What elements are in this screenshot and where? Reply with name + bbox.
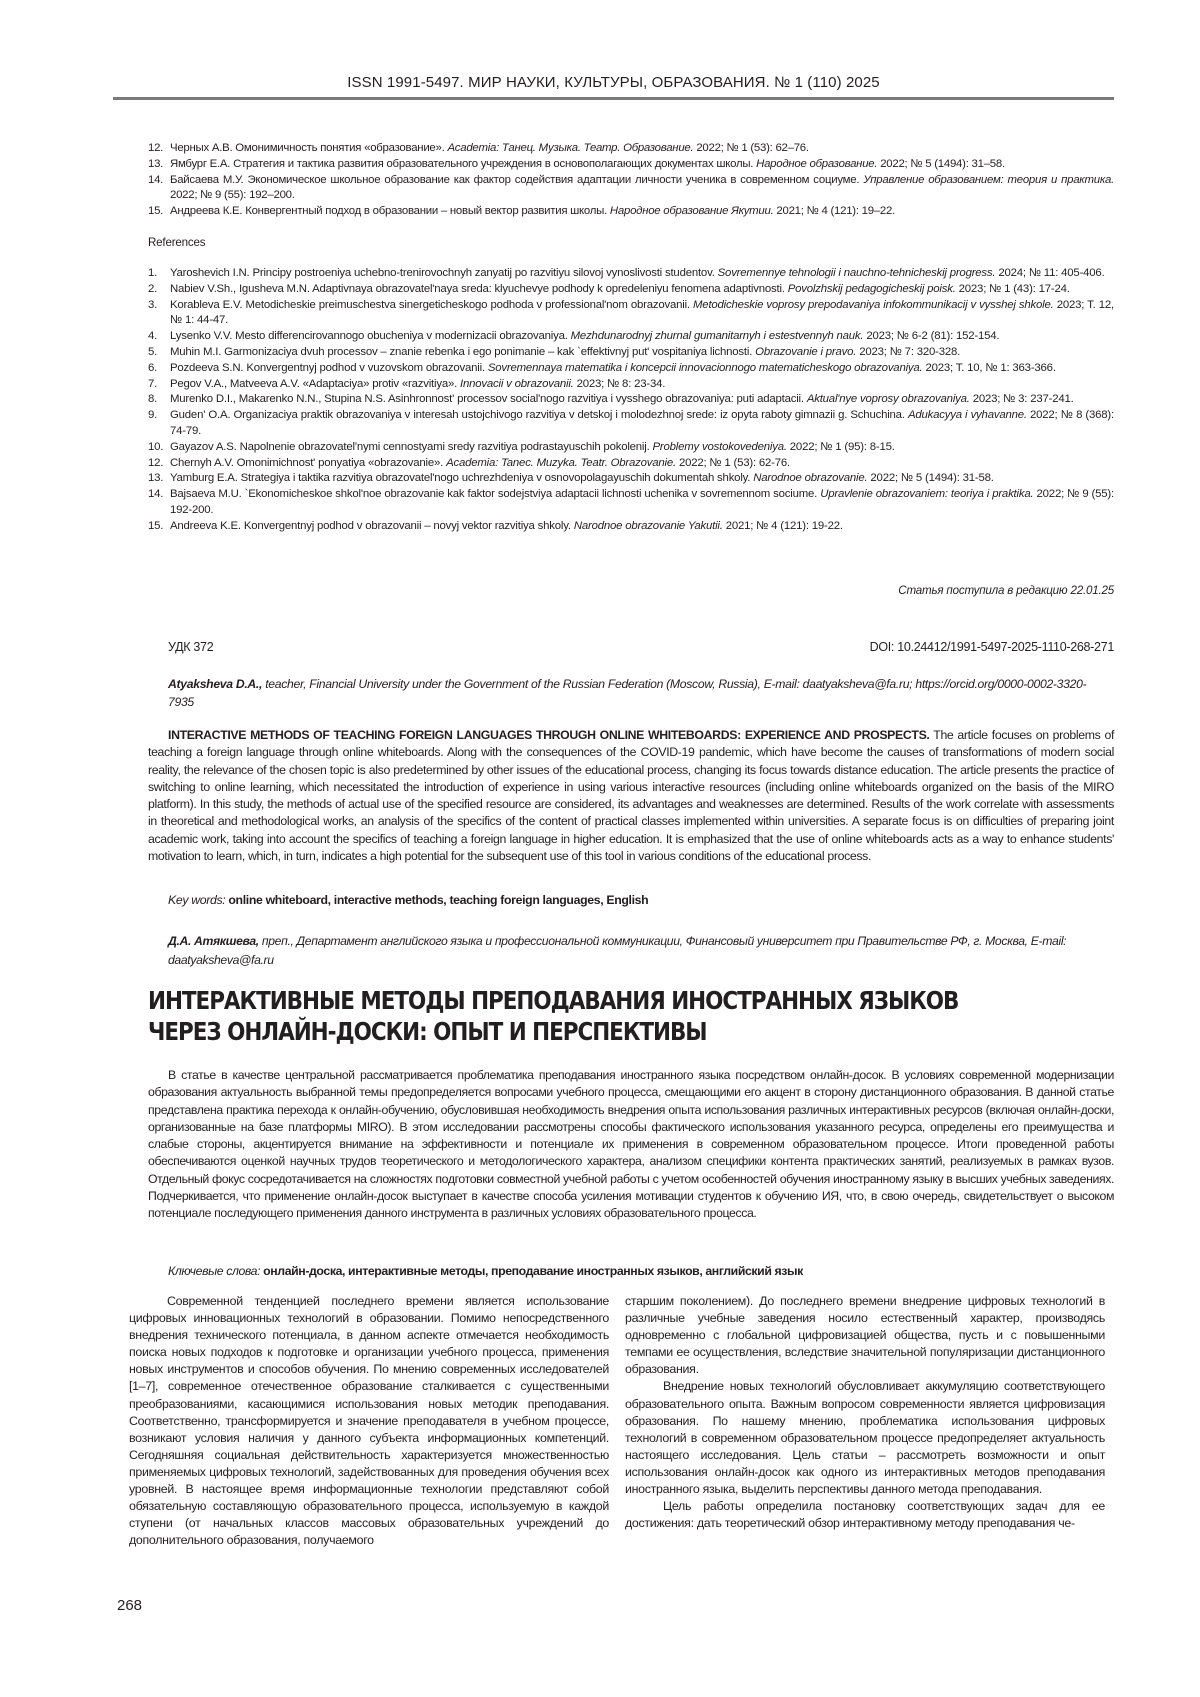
author-name-ru: Д.А. Атякшева, <box>168 934 259 948</box>
title-line-1: ИНТЕРАКТИВНЫЕ МЕТОДЫ ПРЕПОДАВАНИЯ ИНОСТРАННЫХ ЯЗЫКОВ <box>148 986 959 1015</box>
body-column-right <box>625 1293 1105 1532</box>
article-title-en: INTERACTIVE METHODS OF TEACHING FOREIGN LANGUAGES THROUGH ONLINE WHITEBOARDS: EXPERIENCE AND PROSPECTS. <box>168 728 930 742</box>
abstract-en-text: The article focuses on problems of teaching a foreign language through online whiteboards. Along with the consequences of the COVID-19 pandemic, which have become the causes of transformations of modern social reality, the relevance of the chosen topic is also predetermined by other issues of the educational process, changing its focus towards distance education. The article presents the practice of switching to online learning, which necessitated the introduction of experience in using various interactive resources (including online whiteboards organized on the basis of the MIRO platform). In this study, the methods of actual use of the specified resource are considered, its advantages and weaknesses are determined. Results of the work correlate with assessments in theoretical and methodological works, an analysis of the specifics of the content of practical classes implemented within universities. A separate focus is on difficulties of preparing joint academic work, taking into account the specifics of teaching a foreign language in higher education. It is emphasized that the use of online whiteboards acts as a way to enhance students' motivation to learn, which, in turn, indicates a high potential for the subsequent use of this tool in various conditions of the educational process. <box>148 728 1115 864</box>
body-paragraph: Внедрение новых технологий обусловливает аккумуляцию соответствующего образовательного опыта. Важным вопросом современности является цифровизация образования. По нашему мнению, проблематика использования цифровых технологий в современном образовательном процессе предопределяет актуальность настоящего исследования. Цель статьи – рассмотреть возможности и опыт использования онлайн-досок как одного из интерактивных методов преподавания иностранного языка, выделить перспективы данного метода преподавания. <box>625 1379 1105 1497</box>
reference-item: 3. Korableva E.V. Metodicheskie preimuschestva sinergeticheskogo podhoda v professional'nom obrazovanii. Metodicheskie voprosy prepodavaniya infokommunikacij v vysshej shkole. 2023; T. 12, № 1: 44-47. <box>148 298 1114 327</box>
body-paragraph: Современной тенденцией последнего времени является использование цифровых инновационных технологий в образовании. Помимо непосредственного внедрения технического потенциала, в данном аспекте отмечается необходимость поиска новых подходов к подготовке и организации учебного процесса, применения новых инструментов и способов обучения. По мнению современных исследователей [1–7], современное отечественное образование сталкивается с существенными преобразованиями, касающимися использования новых методик преподавания. Соответственно, трансформируется и значение преподавателя в учебном процессе, возникают условия наличия у данного субъекта информационных компетенций. Сегодняшняя социальная действительность характеризуется множественностью применяемых цифровых технологий, задействованных для проведения обучения всех уровней. В настоящее время информационные технологии представляют собой обязательную составляющую образовательного процесса, используемую в каждой ступени (от начальных классов массовых образовательных учреждений до дополнительного образования, получаемого <box>129 1294 609 1548</box>
reference-item: 2. Nabiev V.Sh., Igusheva M.N. Adaptivnaya obrazovatel'naya sreda: klyuchevye podhody k opredeleniyu fenomena adaptivnosti. Povolzhskij pedagogicheskij poisk. 2023; № 1 (43): 17-24. <box>148 282 1070 295</box>
keywords-label: Key words: <box>168 893 226 907</box>
title-line-2: ЧЕРЕЗ ОНЛАЙН-ДОСКИ: ОПЫТ И ПЕРСПЕКТИВЫ <box>148 1017 707 1046</box>
reference-item: 14. Байсаева М.У. Экономическое школьное образование как фактор содействия адаптации личности ученика в современном социуме. Управление образованием: теория и практика. 2022; № 9 (55): 192–200. <box>148 173 1114 202</box>
reference-item: 14. Bajsaeva M.U. `Ekonomicheskoe shkol'noe obrazovanie kak faktor sodejstviya adaptacii lichnosti uchenika v sovremennom sociume. Upravlenie obrazovaniem: teoriya i praktika. 2022; № 9 (55): 192-200. <box>148 488 1114 516</box>
author-info-en <box>168 675 1098 711</box>
keywords-label: Ключевые слова: <box>168 1264 261 1278</box>
received-date-note: Статья поступила в редакцию 22.01.25 <box>898 584 1114 597</box>
reference-item: 6. Pozdeeva S.N. Konvergentnyj podhod v vuzovskom obrazovanii. Sovremennaya matematika i koncepcii innovacionnogo matematicheskogo obrazovaniya. 2023; T. 10, № 1: 363-366. <box>148 361 1056 374</box>
running-header: ISSN 1991-5497. МИР НАУКИ, КУЛЬТУРЫ, ОБРАЗОВАНИЯ. № 1 (110) 2025 <box>347 74 880 91</box>
author-affiliation-en: teacher, Financial University under the Government of the Russian Federation (Moscow, Russia), E-mail: daatyaksheva@fa.ru; https://orcid.org/0000-0002-3320-7935 <box>168 677 1087 709</box>
reference-item: 12. Chernyh A.V. Omonimichnost' ponyatiya «obrazovanie». Academia: Tanec. Muzyka. Teatr. Obrazovanie. 2022; № 1 (53): 62-76. <box>148 456 790 469</box>
author-name-en: Atyaksheva D.A., <box>168 677 263 691</box>
page-number: 268 <box>117 1597 143 1614</box>
reference-item: 13. Ямбург Е.А. Стратегия и тактика развития образовательного учреждения в основополагающих документах школы. Народное образование. 2022; № 5 (1494): 31–58. <box>148 157 1005 170</box>
reference-item: 8. Murenko D.I., Makarenko N.N., Stupina N.S. Asinhronnost' processov social'nogo razvitiya i vysshego obrazovaniya: puti adaptacii. Aktual'nye voprosy obrazovaniya. 2023; № 3: 237-241. <box>148 393 1074 406</box>
references-heading: References <box>148 236 206 249</box>
reference-item: 7. Pegov V.A., Matveeva A.V. «Adaptaciya» protiv «razvitiya». Innovacii v obrazovanii. 2023; № 8: 23-34. <box>148 377 666 390</box>
reference-item: 5. Muhin M.I. Garmonizaciya dvuh processov – znanie rebenka i ego ponimanie – kak `effektivnyj put' vospitaniya lichnosti. Obrazovanie i pravo. 2023; № 7: 320-328. <box>148 345 961 358</box>
udk-code: УДК 372 <box>168 640 214 654</box>
keywords-values: online whiteboard, interactive methods, teaching foreign languages, English <box>225 893 649 907</box>
reference-list-en <box>148 266 1114 535</box>
header-rule <box>113 97 1114 100</box>
doi: DOI: 10.24412/1991-5497-2025-1110-268-271 <box>869 640 1114 654</box>
reference-item: 9. Guden' O.A. Organizaciya praktik obrazovaniya v interesah ustojchivogo razvitiya v detskoj i molodezhnoj srede: iz opyta raboty gimnazii g. Schuchina. Adukacyya i vyhavanne. 2022; № 8 (368): 74-79. <box>148 409 1114 437</box>
reference-item: 13. Yamburg E.A. Strategiya i taktika razvitiya obrazovatel'nogo uchrezhdeniya v osnovopolagayuschih dokumentah shkoly. Narodnoe obrazovanie. 2022; № 5 (1494): 31-58. <box>148 472 994 485</box>
body-paragraph: старшим поколением). До последнего времени внедрение цифровых технологий в различные учебные заведения носило естественный характер, производясь одновременно с глобальной цифровизацией общества, пусть и с повышенными темпами ее осуществления, вследствие значительной популяризации дистанционного образования. <box>625 1294 1105 1377</box>
body-paragraph: Цель работы определила постановку соответствующих задач для ее достижения: дать теоретический обзор интерактивному методу преподавания че- <box>625 1499 1105 1531</box>
body-column-left <box>129 1293 609 1549</box>
reference-item: 4. Lysenko V.V. Mesto differencirovannogo obucheniya v modernizacii obrazovaniya. Mezhdunarodnyj zhurnal gumanitarnyh i estestvennyh nauk. 2023; № 6-2 (81): 152-154. <box>148 330 1000 343</box>
reference-item: 15. Andreeva K.E. Konvergentnyj podhod v obrazovanii – novyj vektor razvitiya shkoly. Narodnoe obrazovanie Yakutii. 2021; № 4 (121): 19-22. <box>148 519 843 532</box>
abstract-ru: В статье в качестве центральной рассматривается проблематика преподавания иностранного языка посредством онлайн-досок. В условиях современной модернизации образования актуальность выбранной темы предопределяется вопросами учебного процесса, смещающими его акцент в сторону дистанционного образования. В данной статье представлена практика перехода к онлайн-обучению, обусловившая необходимость внедрения опыта использования различных интерактивных ресурсов (включая онлайн-доски, организованные на базе платформы MIRO). В этом исследовании рассмотрены способы фактического использования указанного ресурса, определены его преимущества и слабые стороны, акцентируется внимание на эффективности и потенциале их применения в современном образовательном процессе. Итоги проведенной работы обеспечиваются оценкой научных трудов теоретического и методологического характера, анализом специфики контента практических занятий, реализуемых в рамках вузов. Отдельный фокус сосредотачивается на сложностях подготовки совместной учебной работы с учетом особенностей обучения иностранному языку в высших учебных заведениях. Подчеркивается, что применение онлайн-досок выступает в качестве способа усиления мотивации студентов к обучению ИЯ, что, в свою очередь, свидетельствует о высоком потенциале последующего применения данного инструмента в различных условиях образовательного процесса. <box>148 1068 1114 1221</box>
keywords-ru <box>168 1264 803 1278</box>
reference-item: 1. Yaroshevich I.N. Principy postroeniya uchebno-trenirovochnyh zanyatij po razvitiyu silovoj vynoslivosti studentov. Sovremennye tehnologii i nauchno-tehnicheskij progress. 2024; № 11: 405-406. <box>148 267 1105 279</box>
reference-list-ru <box>148 141 1114 220</box>
article-title-ru <box>148 985 974 1047</box>
abstract-en <box>148 727 1114 865</box>
keywords-values: онлайн-доска, интерактивные методы, преподавание иностранных языков, английский язык <box>260 1264 803 1278</box>
keywords-en <box>168 893 648 907</box>
author-info-ru <box>168 932 1108 970</box>
reference-item: 10. Gayazov A.S. Napolnenie obrazovatel'nymi cennostyami sredy razvitiya podrastayuschih pokolenij. Problemy vostokovedeniya. 2022; № 1 (95): 8-15. <box>148 440 895 453</box>
reference-item: 15. Андреева К.Е. Конвергентный подход в образовании – новый вектор развития школы. Народное образование Якутии. 2021; № 4 (121): 19–22. <box>148 205 895 218</box>
author-affiliation-ru: преп., Департамент английского языка и профессиональной коммуникации, Финансовый университет при Правительстве РФ, г. Москва, E-mail: daatyaksheva@fa.ru <box>168 934 1067 967</box>
reference-item: 12. Черных А.В. Омонимичность понятия «образование». Academia: Танец. Музыка. Театр. Образование. 2022; № 1 (53): 62–76. <box>148 142 809 154</box>
